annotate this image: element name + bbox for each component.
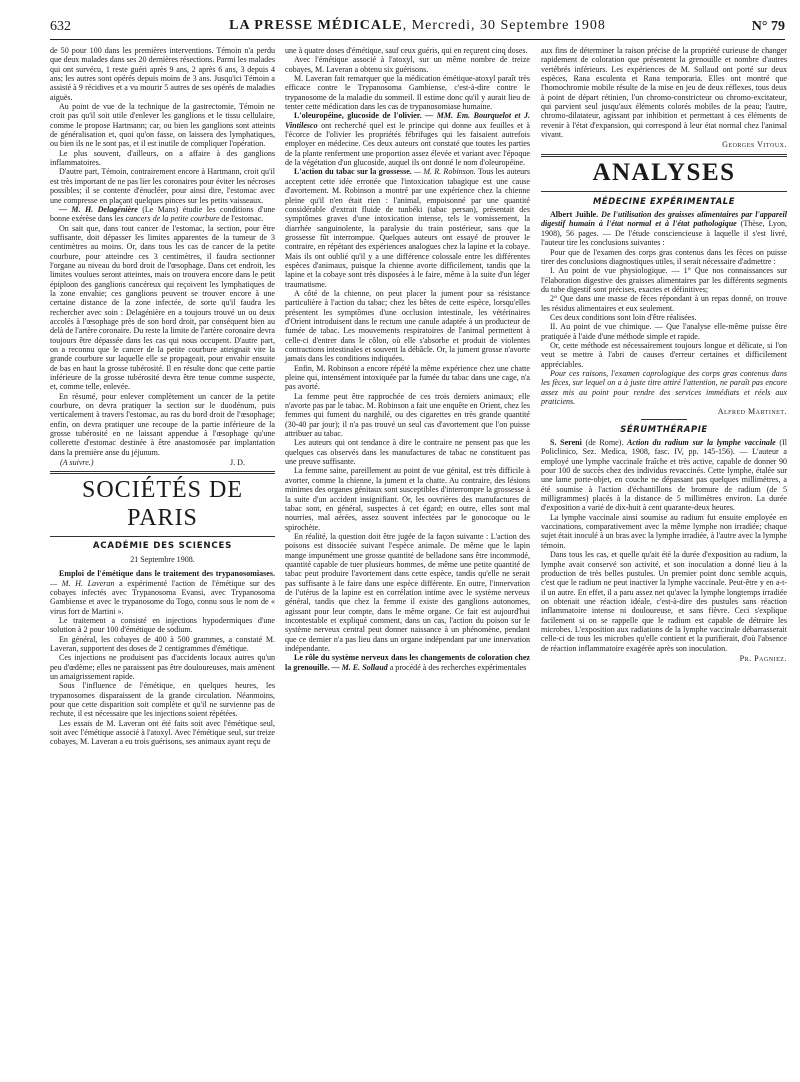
page-number: 632 <box>50 19 71 34</box>
article-title: Le rôle du système nerveux dans les changements de coloration chez la grenouille. <box>285 653 530 672</box>
signature: Georges Vitoux. <box>722 140 787 150</box>
signature: Alfred Martinet. <box>717 407 787 417</box>
subsection-title: SÉRUMTHÉRAPIE <box>620 423 708 434</box>
article-title: De l'utilisation des graisses alimentaires par l'appareil digestif humain à l'état normal et à l'état pathologique <box>541 210 787 229</box>
article-title: L'action du tabac sur la grossesse. <box>294 167 412 177</box>
paragraph: Emploi de l'émétique dans le traitement des trypanosomiases. — M. H. Laveran a expérimenté l'action de l'émétique sur des cobayes infectés avec Trypanosoma Evansi, avec Trypanosoma Gambiense et avec le trypanosome du Togo, connu sous le nom de « virus fort de Martini ». <box>50 569 275 616</box>
paragraph: Le plus souvent, d'ailleurs, on a affaire à des ganglions inflammatoires. <box>50 148 275 168</box>
session-date: 21 Septembre 1908. <box>130 554 195 564</box>
signature: J. D. <box>230 458 245 468</box>
paragraph: — M. H. Delagénière (Le Mans) étudie les conditions d'une bonne exérèse dans les cancers de la petite courbure de l'estomac. <box>50 204 275 224</box>
paragraph: Pour que de l'examen des corps gras contenus dans les fèces on puisse tirer des conclusions diagnostiques utiles, il serait nécessaire d'admettre : <box>541 247 787 266</box>
column-1 <box>50 46 275 747</box>
paragraph: Dans tous les cas, et quelle qu'ait été la durée d'exposition au radium, la lymphe avait conservé son activité, et son inoculation a donné lieu à la production de très belles pustules. Un premier point donc semble acquis, c'est que le radium ne peut inactiver la lymphe vaccinale. Peut-être y en a-t-il un autre. En effet, il a paru assez net qu'avec la lymphe longtemps irradiée on obtenait une réaction idéale, c'est-à-dire des pustules sans réaction inflammatoire intense ni douloureuse, et sans fièvre. Ceci s'explique facilement si on se rappelle que le radium est capable de détruire les microbes. L'exposition aux radiations de la lymphe vaccinale débarrasserait celle-ci de tous les microbes qu'elle contient et la purifierait, d'où l'absence de réaction inflammatoire exagérée après son inoculation. <box>541 550 787 653</box>
paragraph: aux fins de déterminer la raison précise de la propriété curieuse de changer rapidement de coloration que présentent la grenouille et nombre d'autres vertébrés inférieurs. Les expériences de M. Sollaud ont porté sur deux espèces, Rana esculenta et Rana temporaria. Elles ont montré que l'homochromie mobile résulte de la mise en jeu de deux réflexes, tous deux à point de départ rétinien, l'un chromo-constricteur ou chromo-excitateur, qui parvient seul jusqu'aux éléments colorés mobiles de la peau; l'autre, chromo-dilatateur, agissant par inhibition et permettant à ces éléments de revenir à l'état d'expansion, qui correspond à leur état normal chez l'animal vivant. <box>541 46 787 140</box>
paragraph: de 50 pour 100 dans les premières interventions. Témoin n'a perdu que deux malades dans ses 20 dernières résections. Parmi les malades qui ont survécu, 1 reste guéri après 9 ans, 2 après 6 ans, 3 depuis 4 ans; les autres sont opérés depuis moins de 3 ans. Jusqu'ici Témoin a assisté à 9 récidives et a vu mourir 5 autres de ses opérés de maladies aiguës. <box>50 46 275 102</box>
paragraph: L'action du tabac sur la grossesse. — M. R. Robinson. Tous les auteurs acceptent cette idée erronée que l'intoxication tabagique est une cause d'avortement. M. Robinson a montré par une expérience chez la chienne pleine qu'il n'en était rien : l'animal, empoisonné par une quantité considérable d'extrait fluide de tunbéki (tabac persan), présentait des symptômes graves d'une intoxication intense, tels le vomissement, la diarrhée sanguinolente, la paralysie du train postérieur, sans que la grossesse fût interrompue. Quelques auteurs ont essayé de prouver le contraire, en répétant des expériences analogues chez la lapine et la cobaye. Mais ils ont oublié qu'il y a une différence colossale entre les différentes espèces d'animaux, puisque la chienne avorte difficilement, tandis que la lapine et la cobaye sont très disposées à le faire, même à la suite d'un léger traumatisme. <box>285 167 530 289</box>
paragraph: Pour ces raisons, l'examen coprologique des corps gras contenus dans les fèces, sur lequel on a à juste titre attiré l'attention, ne paraît pas encore assez mis au point pour rendre des services immédiats et réels aux praticiens. <box>541 368 787 406</box>
author-name: — M. H. Laveran <box>50 578 115 588</box>
paragraph: L'oleuropéine, glucoside de l'olivier. — MM. Em. Bourquelot et J. Vintilesco ont recherché quel est le principe qui donne aux feuilles et à l'écorce de l'olivier les propriétés fébrifuges qui les faisaient autrefois employer en médecine. Ces deux auteurs ont constaté que toutes les parties de la plante renferment une proportion assez élevée et variant avec l'époque de la végétation d'un glucoside, auquel ils ont donné le nom d'oleuropéine. <box>285 111 531 168</box>
paragraph: Ces injections ne produisent pas d'accidents locaux autres qu'un peu d'œdème; elles ne paraissent pas être douloureuses, mais amènent un amaigrissement rapide. <box>50 653 275 681</box>
paragraph: Les auteurs qui ont tendance à dire le contraire ne pensent pas que les quelques cas observés dans les manufactures de tabac ne constituent pas une preuve suffisante. <box>285 438 530 467</box>
paragraph: La lymphe vaccinale ainsi soumise au radium fut ensuite employée en vaccinations, comparativement avec la même lymphe non irradiée; chaque sujet était inoculé à un bras avec la lymphe irradiée, à l'autre avec la lymphe témoin. <box>541 512 787 550</box>
column-3 <box>541 46 787 663</box>
author-name: S. Sereni <box>550 438 582 448</box>
author-name: — M. H. Delagénière <box>59 204 138 214</box>
paragraph: On sait que, dans tout cancer de l'estomac, la section, pour être suffisante, doit dépasser les limites apparentes de la tumeur de 3 centimètres au moins. Or, dans tous les cas de cancer de la petite courbure, pour atteindre ces 3 centimètres, il faudra sectionner l'organe au niveau du bord droit de l'œsophage. Dans cet endroit, les limites voulues seront atteintes, mais on trouvera encore dans le petit épiploon des ganglions cancéreux qui reçoivent les lymphatiques de la zone envahie; ces ganglions peuvent se trouver encore à une certaine distance de la zone infectée, de sorte qu'il faudra les rechercher avec soin : Delagénière en a toujours trouvé un ou deux accolés à l'œsophage près de son bord droit, par conséquent bien au delà de l'artère coronaire. Du reste la limite de l'artère coronaire devra toujours être dépassée dans les cas qui nous occupent. D'autre part, on a reconnu que le cancer de la petite courbure atteignait vite la grande courbure sur laquelle elle se propageait, pour envahir ensuite de bas en haut la grosse tubérosité. Il en résulte donc que cette partie inférieure de la grosse tubérosité devra être tenue comme suspecte, et, comme telle, enlevée. <box>50 223 275 392</box>
paragraph: En résumé, pour enlever complètement un cancer de la petite courbure, on devra pratiquer la section sur le duodénum, puis verticalement à travers l'estomac, au ras du bord droit de l'œsophage; enfin, on devra pratiquer une recoupe de la partie inférieure de la grosse tubérosité en ne laissant appendue à l'œsophage qu'une collerette d'estomac destinée à être anastomosée par implantation dans la première anse du jéjunum. <box>50 391 275 457</box>
paragraph: Avec l'émétique associé à l'atoxyl, sur un même nombre de treize cobayes, M. Laveran a obtenu six guérisons. <box>285 55 530 74</box>
paragraph: Au point de vue de la technique de la gastrectomie, Témoin ne croit pas qu'il soit utile d'enlever les ganglions et le tissu cellulaire, comme le propose Hartmann; car, ou bien les ganglions sont atteints de généralisation et, quoi qu'on fasse, on laissera des lymphatiques, ou bien ils ne le sont pas, et il est inutile de compliquer l'opération. <box>50 102 275 149</box>
journal-title: LA PRESSE MÉDICALE <box>229 18 403 33</box>
section-divider <box>541 191 787 192</box>
paragraph: Le rôle du système nerveux dans les changements de coloration chez la grenouille. — M. E. Sollaud a procédé à des recherches expérimentales <box>285 653 530 672</box>
issue-number: N° 79 <box>751 19 785 34</box>
paragraph: Le traitement a consisté en injections hypodermiques d'une solution à 2 pour 100 d'émétique de sodium. <box>50 615 275 635</box>
subsection-title: ACADÉMIE DES SCIENCES <box>92 541 233 552</box>
author-name: — M. E. Sollaud <box>329 662 388 672</box>
signature: Pr. Pagniez. <box>739 653 787 663</box>
paragraph: Albert Juihle. De l'utilisation des graisses alimentaires par l'appareil digestif humain à l'état normal et à l'état pathologique (Thèse, Lyon, 1908), 56 pages. — De l'étude consciencieuse à laquelle il s'est livré, l'auteur tire les conclusions suivantes : <box>541 210 788 248</box>
paragraph: II. Au point de vue chimique. — Que l'analyse elle-même puisse être pratiquée à l'aide d'une méthode simple et rapide. <box>541 322 787 341</box>
paragraph: une à quatre doses d'émétique, sauf ceux guéris, qui en reçurent cinq doses. <box>285 46 528 55</box>
paragraph: En général, les cobayes de 400 à 500 grammes, a constaté M. Laveran, supportent des doses de 2 centigrammes d'émétique. <box>50 634 275 653</box>
section-divider <box>50 536 275 537</box>
section-title: SOCIÉTÉS DE PARIS <box>82 477 243 532</box>
paragraph: Les essais de M. Laveran ont été faits soit avec l'émétique seul, soit avec l'émétique associé à l'atoxyl. Avec l'émétique seul, sur treize cobayes, M. Laveran a eu trois guérisons, ses animaux ayant reçu de <box>50 718 275 747</box>
author-name: Albert Juihle. <box>550 210 599 220</box>
paragraph: Or, cette méthode est nécessairement toujours longue et délicate, si l'on veut se mettre à l'abri de causes d'erreur certaines et difficilement appréciables. <box>541 340 787 369</box>
divider <box>641 419 687 420</box>
article-title: L'oleuropéine, glucoside de l'olivier. <box>294 111 422 121</box>
author-name: — MM. Em. Bourquelot et J. Vintilesco <box>285 111 531 130</box>
article-title: Action du radium sur la lymphe vaccinale <box>626 438 776 448</box>
section-title: ANALYSES <box>592 158 736 186</box>
paragraph: En réalité, la question doit être jugée de la façon suivante : L'action des poisons est dissociée suivant l'espèce animale. De même que le lapin mange impunément une grosse quantité de belladone sans être incommodé, quantité capable de tuer plusieurs hommes, de même une petite quantité de tabac peut produire l'avortement dans cette espèce, tandis qu'elle ne serait pas suffisante à le faire dans une espèce différente. En outre, l'innervation de l'utérus de la lapine est en corrélation intime avec le système nerveux général, tandis que chez la femme il existe des ganglions autonomes, agissant pour leur compte, dans le même organe. Ce fait est aujourd'hui incontestable et expliqué comment, dans un cas, l'action du poison sur le système nerveux central peut donner naissance à un phénomène, pendant que ce dernier n'a pas lieu dans un organe indépendant par une innervation indépendante. <box>285 531 530 653</box>
author-name: — M. R. Robinson. <box>411 167 476 177</box>
paragraph: I. Au point de vue physiologique. — 1° Que nos connaissances sur l'élaboration digestive des graisses alimentaires par les différents segments du tube digestif sont précises, exactes et définitives; <box>541 266 787 294</box>
paragraph: A côté de la chienne, on peut placer la jument pour sa résistance particulière à l'action du tabac; chez les bêtes de cette espèce, lorsqu'elles présentent les symptômes d'une occlusion intestinale, les vétérinaires d'Orient introduisent dans le rectum une canule adaptée à un producteur de fumée de tabac. Les mouvements respiratoires de l'animal permettent à celle-ci d'entrer dans le côlon, où elle s'absorbe et produit de violentes contractions intestinales et souvent la débâcle. Or, la jument grosse n'avorte jamais dans les conditions indiquées. <box>285 288 530 364</box>
section-divider <box>541 154 787 157</box>
page-header <box>50 17 785 40</box>
paragraph: Enfin, M. Robinson a encore répété la même expérience chez une chatte pleine qui, intensément intoxiquée par la fumée du tabac dans une cage, n'a pas avorté. <box>285 363 530 392</box>
article-title: Emploi de l'émétique dans le traitement des trypanosomiases. <box>59 569 275 579</box>
paragraph: La femme saine, pareillement au point de vue génital, est très difficile à avorter, comme la chienne, la jument et la chatte. Au contraire, des lésions minimes des organes génitaux sont susceptibles d'interrompre la grossesse à la suite d'un accident insignifiant. Or, les ouvrières des manufactures de tabac sont, en général, suspectes à cet égard; en outre, elles sont mal nourries, mal aérées, assez souvent infectées par le gonocoque ou le spirochète. <box>285 466 530 532</box>
column-2 <box>285 46 530 672</box>
to-be-continued: (A suivre.) <box>60 458 94 468</box>
subsection-title: MÉDECINE EXPÉRIMENTALE <box>592 195 736 206</box>
paragraph: 2° Que dans une masse de fèces répondant à un repas donné, on trouve les résidus alimentaires et eux seulement. <box>541 294 787 313</box>
issue-date: , Mercredi, 30 Septembre 1908 <box>402 18 606 33</box>
paragraph: D'autre part, Témoin, contrairement encore à Hartmann, croit qu'il est très important de ne pas lier les coronaires pour éviter les nécroses possibles; il se contente d'énucléer, pour ainsi dire, l'estomac avec une compresse en plaçant quelques pinces sur les petits vaisseaux. <box>50 167 275 205</box>
paragraph: La femme peut être rapprochée de ces trois derniers animaux; elle n'avorte pas par le tabac. M. Robinson a fait une enquête en Orient, chez les femmes qui fument du narghilé, ou des cigarettes en très grande quantité (30-40 par jour); il n'a pas trouvé un seul cas d'avortement que l'on puisse attribuer au tabac. <box>285 391 530 439</box>
paragraph: S. Sereni (de Rome). Action du radium sur la lymphe vaccinale (Il Policlinico, Sez. Medica, 1908, fasc. IV, pp. 145-156). — L'auteur a employé une lymphe vaccinale fraîche et très active, capable de donner 90 pour 100 de succès chez des individus revaccinés. Cette lymphe, étalée sur une lame porte-objet, en couche ne dépassant pas quelques millimètres, a été soumise à l'action d'échantillons de bromure de radium (de 5 milligrammes) placés à la distance de 5 millimètres environ. La durée d'exposition a varié de dix-huit à cent quarante-deux heures. <box>541 438 787 513</box>
paragraph: Ces deux conditions sont loin d'être réalisées. <box>550 312 697 322</box>
continuation-line <box>50 458 275 467</box>
masthead <box>50 18 785 34</box>
paragraph: Sous l'influence de l'émétique, en quelques heures, les trypanosomes disparaissent de la grande circulation. Néanmoins, pour que cette disparition soit complète et qu'il ne survienne pas de rechute, il est nécessaire que les injections soient répétées. <box>50 681 275 719</box>
section-divider <box>50 471 275 474</box>
paragraph: M. Laveran fait remarquer que la médication émétique-atoxyl paraît très efficace contre le Trypanosoma Gambiense, c'est-à-dire contre le trypanosome de la maladie du sommeil. Il estime donc qu'il y aurait lieu de tenter cette médication dans les cas de trypanosomiase humaine. <box>285 74 530 112</box>
